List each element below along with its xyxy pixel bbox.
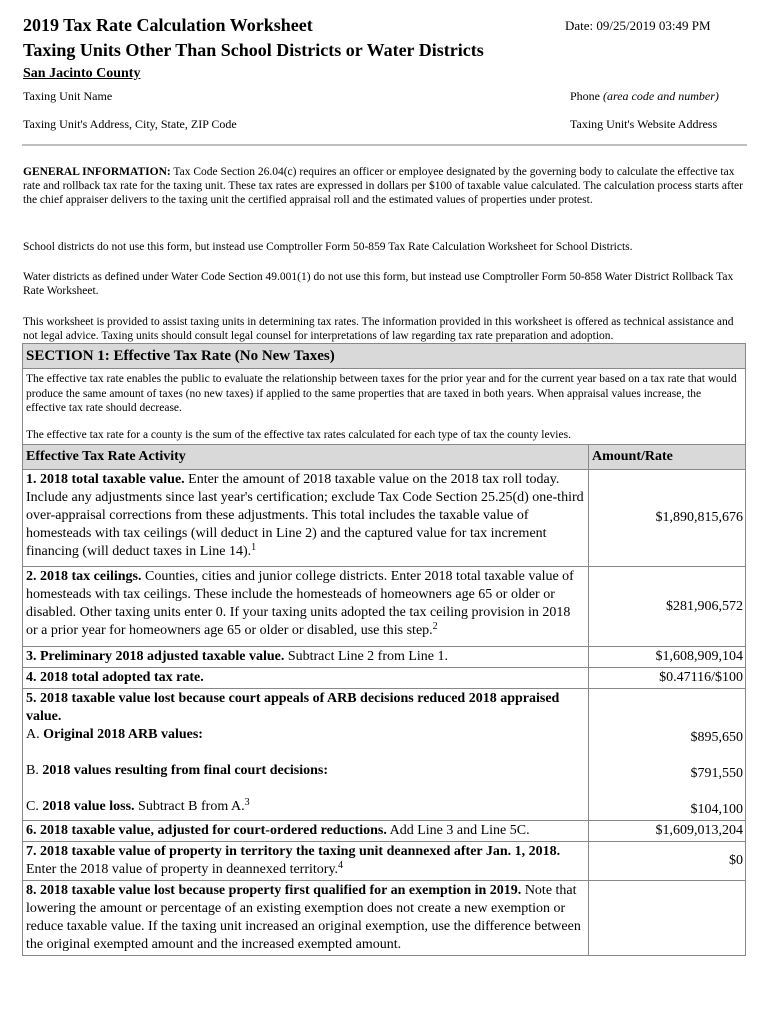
line7-text: Enter the 2018 value of property in deannexed territory. [26,862,339,877]
county-name: San Jacinto County [23,66,141,81]
line3-title: 3. Preliminary 2018 adjusted taxable value. [26,649,285,664]
table-row [23,668,746,689]
line8-title: 8. 2018 taxable value lost because property first qualified for an exemption in 2019. [26,883,522,898]
line3-amount: $1,608,909,104 [589,647,746,668]
line1-amount: $1,890,815,676 [589,470,746,567]
footnote-ref: 1 [251,542,257,553]
line5a-label [26,726,585,744]
line5c-title: 2018 value loss. [42,799,135,814]
line5c-label [26,798,585,816]
line4-label [23,668,589,689]
school-districts-note: School districts do not use this form, but instead use Comptroller Form 50-859 Tax Rate Calculation Worksheet for School Districts. [23,241,633,253]
section1-intro-p1: The effective tax rate enables the public to evaluate the relationship between taxes for the prior year and for the current year based on a tax rate that would produce the same amount of taxes (no new taxes) if applied to the same properties that are taxed in both years. When appraisal values increase, the effective tax rate should decrease. [26,373,737,414]
line2-text: Counties, cities and junior college districts. Enter 2018 total taxable value of homesteads with tax ceilings. These include the homesteads of homeowners age 65 or older or disabled. Other taxing units enter 0. If your taxing units adopted the tax ceiling provision in 2018 or a prior year for homeowners age 65 or older or disabled, use this step. [26,569,574,638]
line3-text: Subtract Line 2 from Line 1. [284,649,449,664]
line1-text: Enter the amount of 2018 taxable value on the 2018 tax roll today. Include any adjustments since last year's certification; exclude Tax Code Section 25.25(d) one-third over-appraisal corrections from these adjustments. This total includes the taxable value of homesteads with tax ceilings (will deduct in Line 2) and the captured value for tax increment financing (will deduct taxes in Line 14). [26,472,584,559]
line5b-label [26,762,585,780]
general-information [23,165,745,207]
line5c-amount: $104,100 [690,802,743,817]
footnote-ref: 3 [244,797,250,808]
phone-label [570,89,719,104]
table-row [23,689,746,821]
line1-title: 1. 2018 total taxable value. [26,472,185,487]
section1-table [22,343,746,956]
line7-amount: $0 [589,842,746,881]
table-row [23,647,746,668]
line5-title: 5. 2018 taxable value lost because court appeals of ARB decisions reduced 2018 appraised value. [26,691,560,724]
line8-label [23,881,589,956]
taxing-unit-name-label: Taxing Unit Name [23,89,113,103]
phone-hint: (area code and number) [603,89,719,103]
line5c-prefix: C. [26,799,43,814]
line2-title: 2. 2018 tax ceilings. [26,569,142,584]
line2-label [23,567,589,647]
table-row [23,821,746,842]
header-divider [22,144,747,146]
line5a-title: Original 2018 ARB values: [43,727,203,742]
table-row [23,881,746,956]
worksheet-subtitle: Taxing Units Other Than School Districts or Water Districts [23,40,484,60]
line8-text: Note that lowering the amount or percentage of an existing exemption does not create a new exemption or reduce taxable value. If the taxing unit increased an original exemption, use the difference between the original exempted amount and the increased exempted amount. [26,883,581,952]
table-row [23,567,746,647]
line5c-text: Subtract B from A. [134,799,245,814]
line5b-prefix: B. [26,763,43,778]
section1-intro-p2: The effective tax rate for a county is the sum of the effective tax rates calculated for each type of tax the county levies. [26,428,571,441]
line7-title: 7. 2018 taxable value of property in territory the taxing unit deannexed after Jan. 1, 2018. [26,844,561,859]
footnote-ref: 4 [338,860,344,871]
table-row [23,842,746,881]
line4-title: 4. 2018 total adopted tax rate. [26,670,204,685]
website-label: Taxing Unit's Website Address [570,117,718,131]
address-label: Taxing Unit's Address, City, State, ZIP Code [23,117,237,131]
line5b-title: 2018 values resulting from final court decisions: [42,763,329,778]
footnote-ref: 2 [432,621,438,632]
water-districts-note: Water districts as defined under Water Code Section 49.001(1) do not use this form, but instead use Comptroller Form 50-858 Water District Rollback Tax Rate Worksheet. [23,271,734,297]
col-activity-header: Effective Tax Rate Activity [23,445,589,470]
col-amount-header: Amount/Rate [589,445,746,470]
phone-label-text: Phone [570,89,600,103]
worksheet-title: 2019 Tax Rate Calculation Worksheet [23,15,313,35]
section1-title: SECTION 1: Effective Tax Rate (No New Taxes) [23,344,746,369]
worksheet-note: This worksheet is provided to assist taxing units in determining tax rates. The information provided in this worksheet is offered as technical assistance and not legal advice. Taxing units should consult legal counsel for interpretations of law regarding tax rate preparation and adoption. [23,316,734,342]
line1-label [23,470,589,567]
line6-label [23,821,589,842]
line2-amount: $281,906,572 [589,567,746,647]
general-information-text: Tax Code Section 26.04(c) requires an officer or employee designated by the governing body to calculate the effective tax rate and rollback tax rate for the taxing unit. These tax rates are expressed in dollars per $100 of taxable value calculated. The calculation process starts after the chief appraiser delivers to the taxing unit the certified appraisal roll and the estimated values of properties under protest. [23,166,743,206]
line6-text: Add Line 3 and Line 5C. [386,823,530,838]
line5a-amount: $895,650 [690,730,743,745]
date-stamp: Date: 09/25/2019 03:49 PM [565,18,711,33]
line7-label [23,842,589,881]
line6-title: 6. 2018 taxable value, adjusted for court-ordered reductions. [26,823,387,838]
line5b-amount: $791,550 [690,766,743,781]
line5a-prefix: A. [26,727,44,742]
line6-amount: $1,609,013,204 [589,821,746,842]
line4-amount: $0.47116/$100 [589,668,746,689]
line3-label [23,647,589,668]
line5-label [23,689,589,821]
general-information-label: GENERAL INFORMATION: [23,166,171,178]
line8-amount [589,881,746,956]
section1-intro [23,369,746,445]
table-row [23,470,746,567]
line5-amounts [589,689,746,821]
